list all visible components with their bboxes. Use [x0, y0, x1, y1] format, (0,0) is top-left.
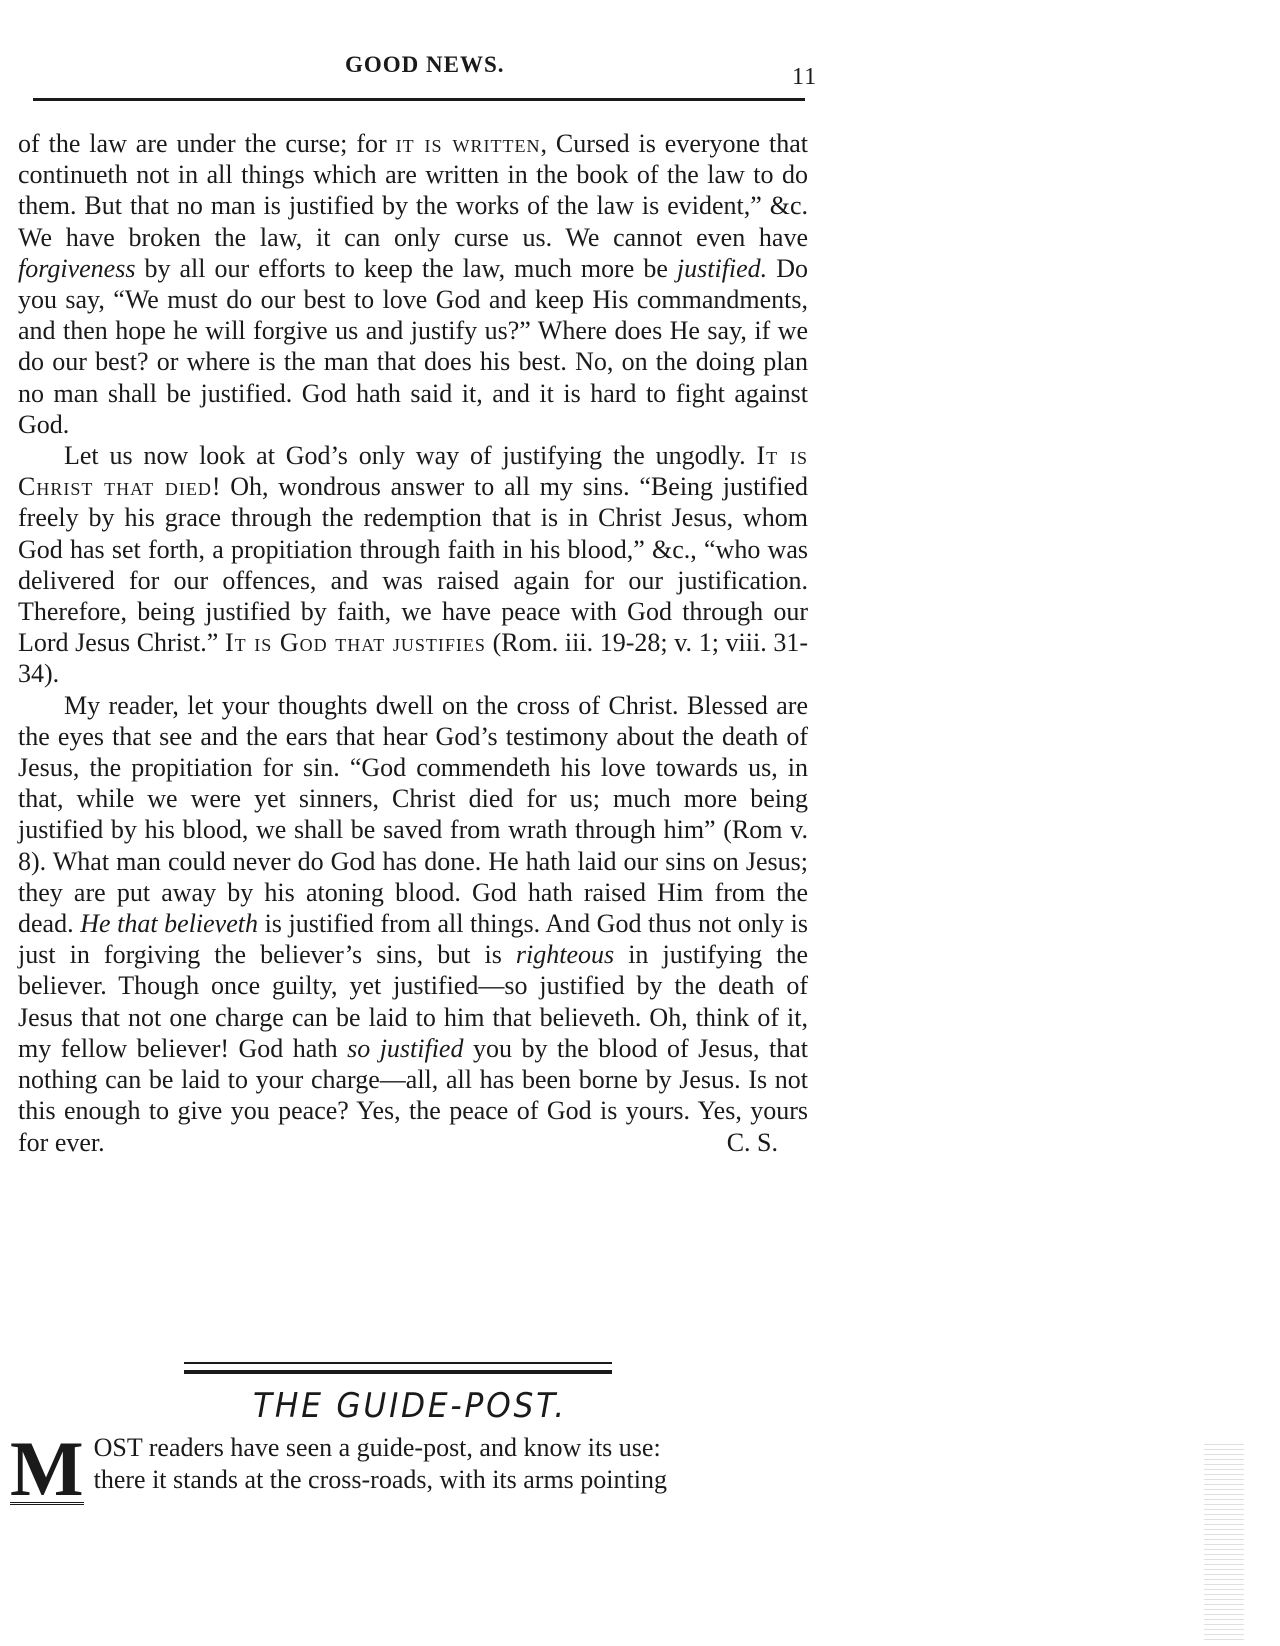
section-title: THE GUIDE-POST. — [253, 1386, 567, 1426]
guide-post-opening — [10, 1425, 790, 1512]
italic-run: justified. — [676, 253, 768, 283]
text-run: of the law are under the curse; for — [18, 129, 396, 158]
article-body — [18, 128, 808, 1158]
small-caps-run: It is Christ that died — [18, 441, 808, 502]
section-divider — [184, 1362, 612, 1374]
text-run: you by the blood of Jesus, that nothing can be laid to your charge—all, all has been borne by Jesus. Is not this enough to give you peace? Yes, the peace of God is yours. Yes, yours for ever. — [18, 1033, 809, 1157]
opening-line-1: OST readers have seen a guide-post, and know its use: — [93, 1433, 661, 1462]
opening-line-2: there it stands at the cross-roads, with its arms pointing — [93, 1465, 667, 1494]
text-run: ! Oh, wondrous answer to all my sins. “Being justified freely by his grace through the redemption that is in Christ Jesus, whom God has set forth, a propitiation through faith in his blood,” &c., “who was delivered for our offences, and was raised again for our justification. Therefore, being justified by faith, we have peace with God through our Lord Jesus Christ.” — [18, 472, 809, 658]
text-run: is justified from all things. And God thus not only is just in forgiving the believer’s sins, but is — [18, 909, 808, 970]
paragraph-1 — [18, 128, 808, 440]
text-run: (Rom. iii. 19-28; v. 1; viii. 31-34). — [18, 628, 809, 689]
paragraph-3 — [18, 690, 808, 1158]
text-run: , Cursed is everyone that continueth not in all things which are written in the book of the law to do them. But that no man is justified by the works of the law is evident,” &c. We have broken the law, it can only curse us. We cannot even have — [18, 129, 809, 252]
page-number: 11 — [792, 64, 818, 90]
paragraph-2 — [18, 440, 808, 690]
italic-run: so justified — [347, 1033, 464, 1063]
small-caps-run: It is God that justifies — [224, 628, 486, 658]
italic-run: forgiveness — [18, 253, 136, 283]
running-title: GOOD NEWS. — [345, 52, 505, 77]
italic-run: He that believeth — [80, 909, 258, 939]
text-run: in justifying the believer. Though once guilty, yet justified—so justified by the death of Jesus that not one charge can be laid to him that believeth. Oh, think of it, my fellow believer! God hath — [18, 940, 808, 1063]
header-rule — [33, 98, 805, 101]
small-caps-run: it is written — [395, 129, 541, 158]
author-signature: C. S. — [726, 1127, 778, 1157]
text-run: My reader, let your thoughts dwell on the cross of Christ. Blessed are the eyes that see and the ears that hear God’s testimony about the death of Jesus, the propitiation for sin. “God commendeth his love towards us, in that, while we were yet sinners, Christ died for us; much more being justified by his blood, we shall be saved from wrath through him” (Rom v. 8). What man could never do God has done. He hath laid our sins on Jesus; they are put away by his atoning blood. God hath raised Him from the dead. — [18, 690, 808, 939]
italic-run: righteous — [515, 940, 615, 970]
drop-cap: M — [10, 1425, 84, 1512]
scan-edge-noise — [1204, 1440, 1244, 1640]
text-run: by all our efforts to keep the law, much more be — [135, 253, 677, 283]
text-run: Do you say, “We must do our best to love God and keep His commandments, and then hope he will forgive us and justify us?” Where does He say, if we do our best? or where is the man that does his best. No, on the doing plan no man shall be justified. God hath said it, and it is hard to fight against God. — [18, 253, 808, 439]
text-run: Let us now look at God’s only way of justifying the ungodly. — [64, 441, 757, 471]
